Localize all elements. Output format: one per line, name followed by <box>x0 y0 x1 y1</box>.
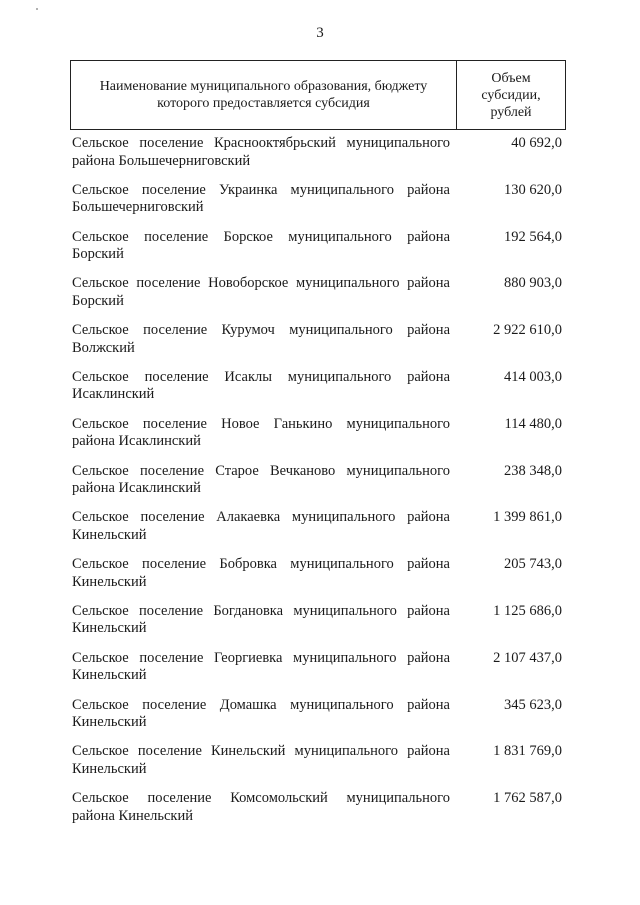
table-row <box>72 369 562 416</box>
table-row <box>72 463 562 510</box>
table-row <box>72 650 562 697</box>
table-row <box>72 416 562 463</box>
row-municipality-name: Сельское поселение Алакаевка муниципального района Кинельский <box>72 509 450 543</box>
row-subsidy-amount: 114 480,0 <box>504 415 562 432</box>
row-subsidy-amount: 205 743,0 <box>504 556 562 573</box>
scan-speck <box>36 8 38 10</box>
table-row <box>72 697 562 744</box>
row-subsidy-amount: 238 348,0 <box>504 462 562 479</box>
row-subsidy-amount: 414 003,0 <box>504 368 562 385</box>
row-subsidy-amount: 2 922 610,0 <box>493 322 562 339</box>
row-subsidy-amount: 1 831 769,0 <box>493 743 562 760</box>
table-row <box>72 603 562 650</box>
table-header <box>70 60 566 130</box>
row-municipality-name: Сельское поселение Богдановка муниципального района Кинельский <box>72 602 450 637</box>
row-subsidy-amount: 1 399 861,0 <box>493 509 562 526</box>
row-municipality-name: Сельское поселение Новое Ганькино муниципального района Исаклинский <box>72 415 450 450</box>
row-subsidy-amount: 192 564,0 <box>504 228 562 245</box>
header-name-cell: Наименование муниципального образования, бюджету которого предоставляется субсидия <box>71 61 457 129</box>
table-row <box>72 182 562 229</box>
row-municipality-name: Сельское поселение Домашка муниципального района Кинельский <box>72 696 450 731</box>
row-municipality-name: Сельское поселение Украинка муниципального района Большечерниговский <box>72 181 450 216</box>
table-row <box>72 743 562 790</box>
table-row <box>72 556 562 603</box>
subsidy-table-body <box>72 135 562 837</box>
row-subsidy-amount: 1 125 686,0 <box>493 602 562 619</box>
row-municipality-name: Сельское поселение Новоборское муниципального района Борский <box>72 275 450 309</box>
table-row <box>72 135 562 182</box>
row-subsidy-amount: 1 762 587,0 <box>493 790 562 807</box>
row-municipality-name: Сельское поселение Краснооктябрьский муниципального района Большечерниговский <box>72 135 450 169</box>
header-amount-cell: Объем субсидии, рублей <box>481 70 541 120</box>
table-row <box>72 790 562 837</box>
table-row <box>72 229 562 276</box>
row-municipality-name: Сельское поселение Курумоч муниципального района Волжский <box>72 322 450 356</box>
table-row <box>72 322 562 369</box>
row-municipality-name: Сельское поселение Кинельский муниципального района Кинельский <box>72 743 450 777</box>
row-municipality-name: Сельское поселение Георгиевка муниципального района Кинельский <box>72 649 450 684</box>
row-subsidy-amount: 880 903,0 <box>504 275 562 292</box>
table-row <box>72 275 562 322</box>
row-municipality-name: Сельское поселение Бобровка муниципального района Кинельский <box>72 556 450 590</box>
page-number: 3 <box>316 25 324 41</box>
row-municipality-name: Сельское поселение Исаклы муниципального района Исаклинский <box>72 368 450 403</box>
row-municipality-name: Сельское поселение Борское муниципального района Борский <box>72 228 450 263</box>
row-subsidy-amount: 130 620,0 <box>504 181 562 198</box>
table-row <box>72 509 562 556</box>
row-municipality-name: Сельское поселение Комсомольский муниципального района Кинельский <box>72 790 450 824</box>
row-municipality-name: Сельское поселение Старое Вечканово муниципального района Исаклинский <box>72 462 450 497</box>
row-subsidy-amount: 2 107 437,0 <box>493 649 562 666</box>
row-subsidy-amount: 345 623,0 <box>504 696 562 713</box>
row-subsidy-amount: 40 692,0 <box>511 135 562 151</box>
